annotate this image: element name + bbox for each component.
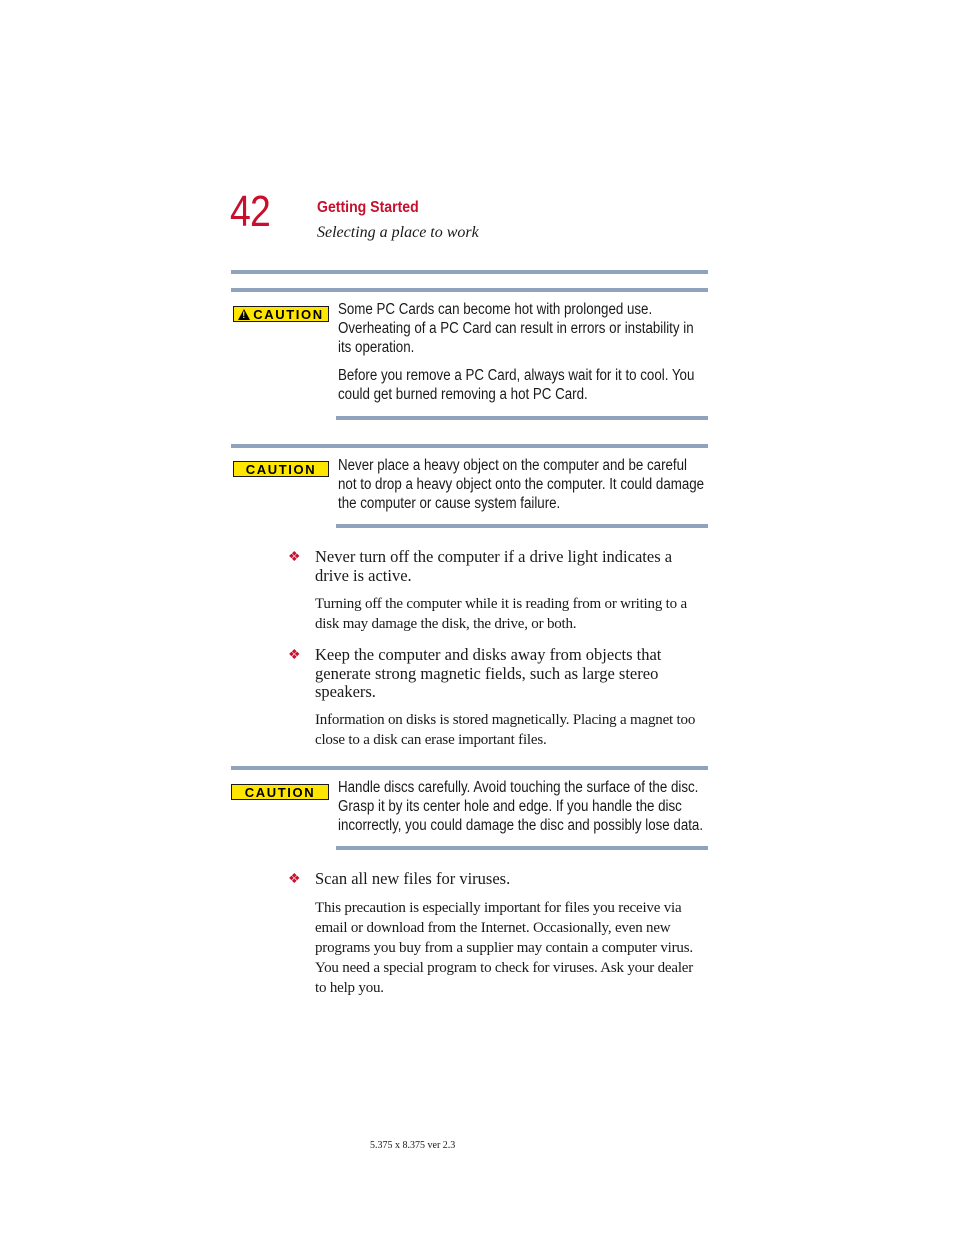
caution-text: Never place a heavy object on the computer and be careful not to drop a heavy object onto the computer. It could damage the computer or cause system failure. [338,457,705,512]
caution-text: Before you remove a PC Card, always wait for it to cool. You could get burned removing a hot PC Card. [338,367,695,403]
chapter-title: Getting Started [317,199,419,216]
bullet-text: Scan all new files for viruses. [315,869,511,888]
bullet-detail: This precaution is especially important for files you receive via email or download from the Internet. Occasionally, even new programs you buy from a supplier may contain a computer virus. You need a special program to check for viruses. Ask your dealer to help you. [315,900,694,996]
warning-icon [238,309,250,320]
caution-badge [233,306,329,322]
caution-badge [233,461,329,477]
page-number: 42 [230,187,270,236]
caution-top-rule [231,444,708,448]
bullet-text: Keep the computer and disks away from objects that generate strong magnetic fields, such as large stereo speakers. [315,645,662,701]
bullet-icon: ❖ [288,872,301,887]
caution-label: CAUTION [245,461,317,477]
caution-label: CAUTION [244,784,316,800]
caution-label: CAUTION [253,306,324,322]
bullet-detail: Information on disks is stored magnetically. Placing a magnet too close to a disk can erase important files. [315,712,696,748]
caution-bottom-rule [336,416,708,420]
caution-text: Handle discs carefully. Avoid touching the surface of the disc. Grasp it by its center hole and edge. If you handle the disc incorrectly, you could damage the disc and possibly lose data. [338,779,704,834]
bullet-icon: ❖ [288,648,301,663]
caution-top-rule [231,288,708,292]
bullet-text: Never turn off the computer if a drive light indicates a drive is active. [315,547,673,585]
header-divider [231,270,708,274]
caution-bottom-rule [336,524,708,528]
bullet-icon: ❖ [288,550,301,565]
section-title: Selecting a place to work [317,224,479,241]
bullet-detail: Turning off the computer while it is reading from or writing to a disk may damage the disk, the drive, or both. [315,596,687,632]
page-footer: 5.375 x 8.375 ver 2.3 [370,1140,456,1151]
caution-text: Some PC Cards can become hot with prolonged use. Overheating of a PC Card can result in errors or instability in its operation. [338,301,694,356]
caution-badge [231,784,329,800]
caution-top-rule [231,766,708,770]
caution-bottom-rule [336,846,708,850]
